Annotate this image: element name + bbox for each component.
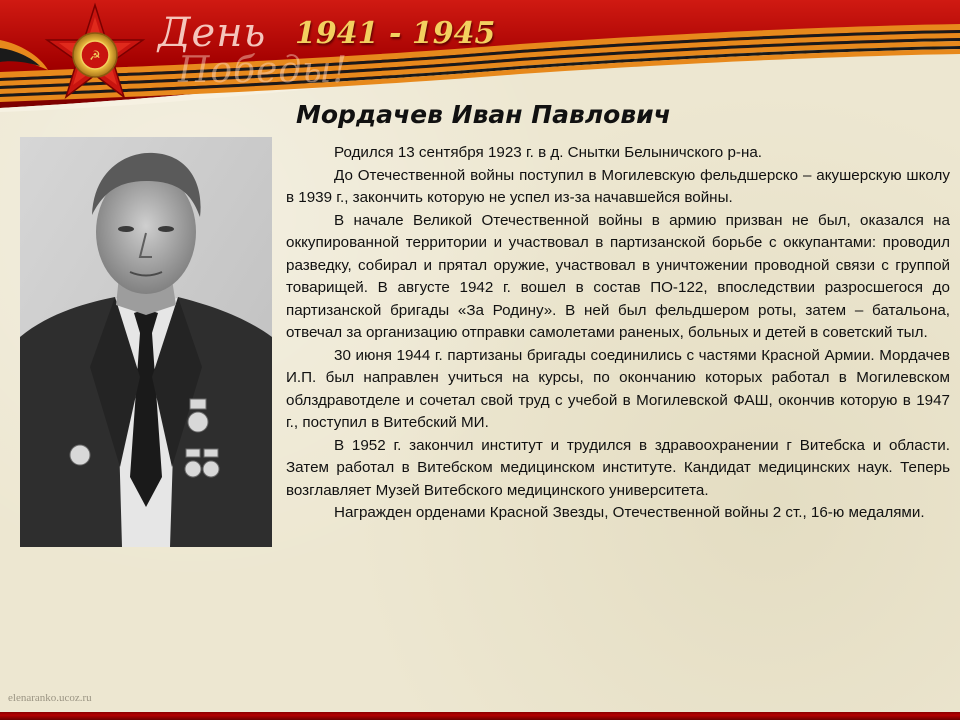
- banner-years: 1941 - 1945: [295, 16, 496, 51]
- biography-paragraph: Родился 13 сентября 1923 г. в д. Снытки Белыничского р-на.: [334, 144, 763, 161]
- biography-paragraph: 30 июня 1944 г. партизаны бригады соединились с частями Красной Армии. Мордачев И.П. был направлен учиться на курсы, по окончанию которых работал в Могилевском облздравотделе и сочетал свой труд с учебой в Могилевской ФАШ, окончив которую в 1947 г., поступил в Витебский МИ.: [286, 346, 950, 431]
- victory-day-banner: [0, 0, 960, 112]
- banner-word-den: День: [158, 10, 267, 56]
- biography-paragraph: В начале Великой Отечественной войны в армию призван не был, оказался на оккупированной территории и участвовал в партизанской борьбе с оккупантами: проводил разведку, собирал и прятал оружие, участвовал в уничтожении проводной связи с группой товарищей. В августе 1942 г. вошел в состав ПО-122, впоследствии разросшегося до партизанской бригады «За Родину». В ней был фельдшером роты, затем – батальона, отвечал за организацию отправки самолетами раненых, больных и детей в советский тыл.: [286, 211, 950, 341]
- biography-paragraph: В 1952 г. закончил институт и трудился в здравоохранении г Витебска и области. Затем работал в Витебском медицинском институте. Кандидат медицинских наук. Теперь возглавляет Музей Витебского медицинского университета.: [286, 436, 950, 499]
- banner-word-pobedy: Победы!: [178, 50, 348, 91]
- biography-text: [286, 142, 950, 702]
- site-watermark: elenaranko.ucoz.ru: [8, 692, 92, 704]
- biography-paragraph: До Отечественной войны поступил в Могилевскую фельдшерско – акушерскую школу в 1939 г., закончить которую не успел из-за начавшейся войны.: [286, 166, 950, 206]
- portrait-photo: [20, 137, 272, 547]
- svg-text:☭: ☭: [89, 49, 101, 64]
- biography-paragraph: Награжден орденами Красной Звезды, Отечественной войны 2 ст., 16-ю медалями.: [334, 504, 925, 521]
- page-title: Мордачев Иван Павлович: [296, 100, 671, 129]
- bottom-red-stripe: [0, 712, 960, 720]
